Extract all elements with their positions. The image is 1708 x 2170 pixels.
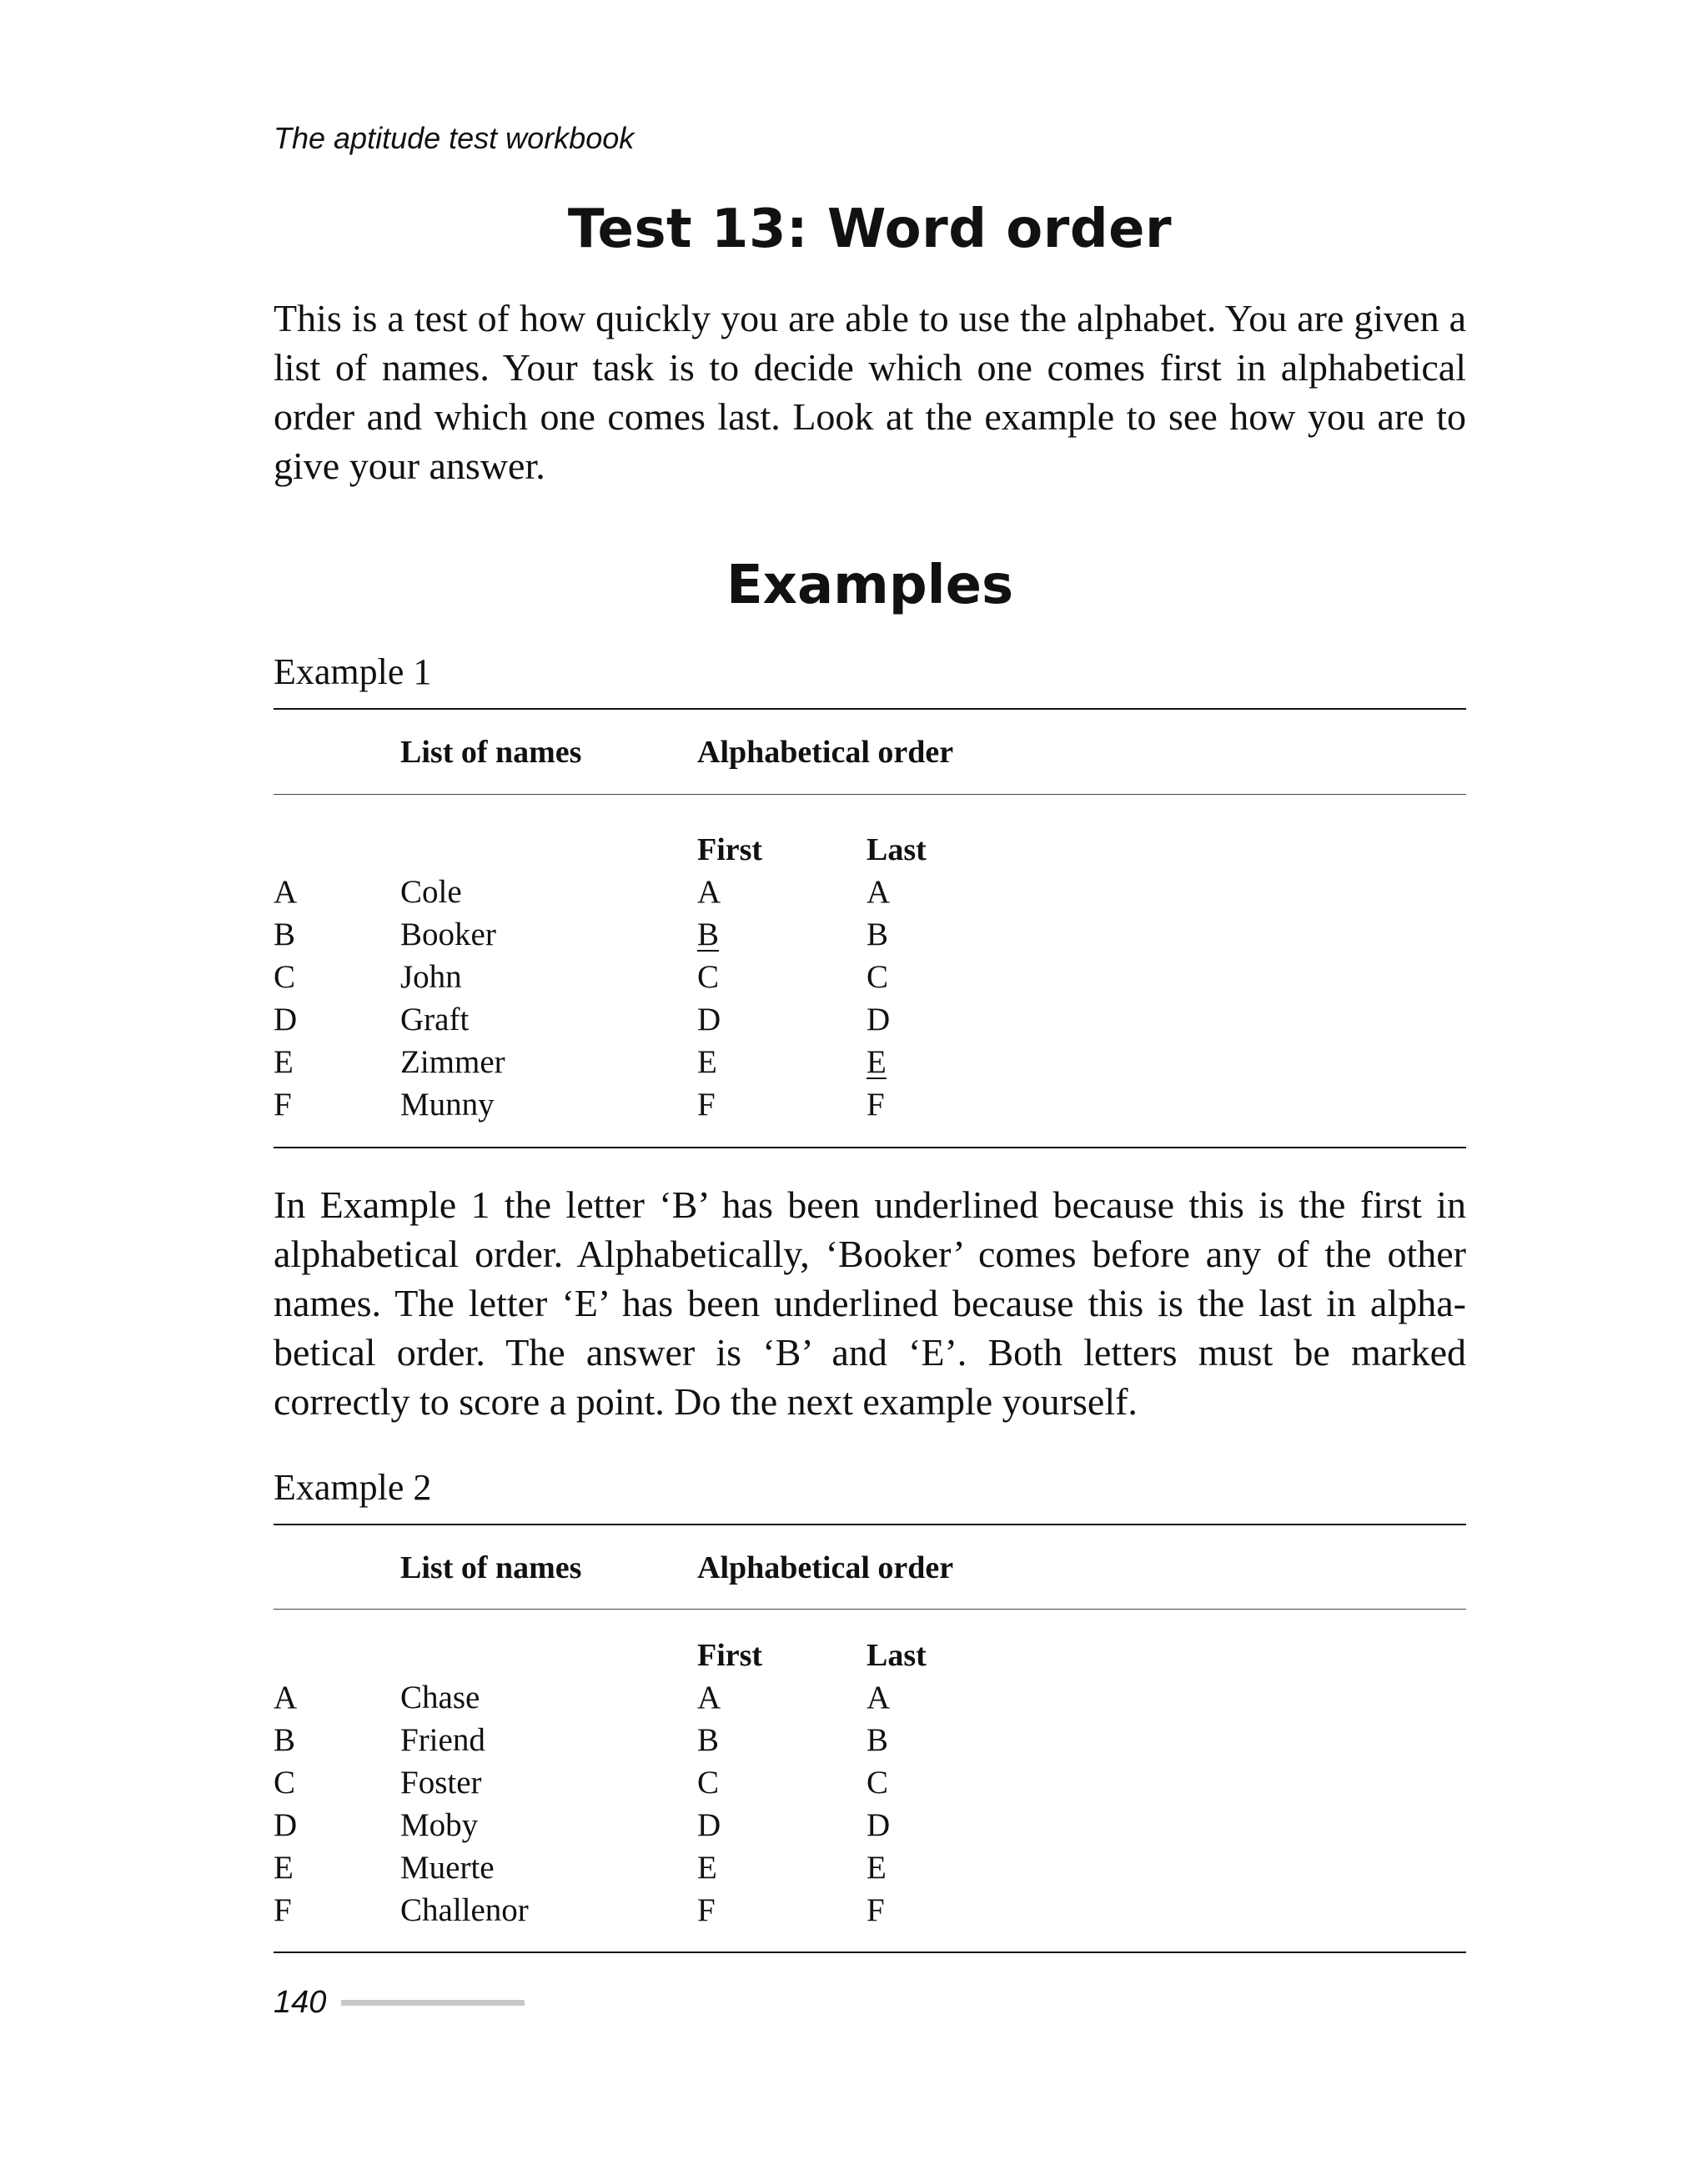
row-name: John (400, 959, 462, 995)
example-1-sub-last: Last (867, 832, 927, 867)
row-name: Moby (400, 1807, 479, 1843)
row-last-choice[interactable]: C (867, 959, 889, 995)
row-last-choice[interactable]: D (867, 1002, 891, 1037)
example-1-sub-first: First (697, 832, 763, 867)
row-letter: A (274, 1680, 298, 1715)
row-first-choice[interactable]: A (697, 874, 721, 910)
example-2-header-order: Alphabetical order (697, 1550, 954, 1585)
example-1-header-rule (274, 794, 1466, 795)
row-name: Booker (400, 917, 496, 952)
row-first-choice[interactable]: A (697, 1680, 721, 1715)
page-number: 140 (274, 1984, 327, 2020)
row-letter: D (274, 1807, 298, 1843)
row-last-choice[interactable]: E (867, 1850, 887, 1886)
example-2-header-rule (274, 1609, 1466, 1610)
row-first-choice[interactable]: B (697, 917, 720, 952)
row-letter: B (274, 1722, 296, 1758)
row-last-choice[interactable]: A (867, 874, 891, 910)
row-first-choice[interactable]: D (697, 1807, 721, 1843)
row-name: Friend (400, 1722, 485, 1758)
row-letter: D (274, 1002, 298, 1037)
page-footer (274, 1983, 525, 2022)
row-first-choice[interactable]: B (697, 1722, 720, 1758)
intro-paragraph: This is a test of how quickly you are able to use the alphabet. You are given a list of names. Your task is to decide which one comes first in alphabetical order and which one comes last. Look at the example to see how you are to give your answer. (274, 297, 1466, 487)
row-first-choice[interactable]: E (697, 1044, 717, 1080)
row-first-choice[interactable]: E (697, 1850, 717, 1886)
row-letter: F (274, 1087, 292, 1123)
examples-heading: Examples (726, 555, 1014, 616)
row-first-choice[interactable]: C (697, 1765, 720, 1801)
row-last-choice[interactable]: C (867, 1765, 889, 1801)
example-2-bottom-rule (274, 1951, 1466, 1953)
row-first-choice[interactable]: F (697, 1892, 716, 1928)
row-last-choice[interactable]: D (867, 1807, 891, 1843)
row-name: Zimmer (400, 1044, 505, 1080)
row-name: Munny (400, 1087, 495, 1123)
row-last-choice[interactable]: F (867, 1892, 885, 1928)
explanation-paragraph: In Example 1 the letter ‘B’ has been underlined because this is the first in alphabetical order. Alphabetically, ‘Booker’ comes before any of the other names. The letter ‘E’ has been underlined because this is the last in alpha-betical order. The answer is ‘B’ and ‘E’. Both letters must be marked correctly to score a point. Do the next example yourself. (274, 1183, 1466, 1423)
row-letter: B (274, 917, 296, 952)
row-name: Graft (400, 1002, 470, 1037)
row-letter: E (274, 1850, 294, 1886)
row-letter: E (274, 1044, 294, 1080)
example-1-bottom-rule (274, 1147, 1466, 1148)
example-2-sub-first: First (697, 1638, 763, 1673)
example-2-sub-last: Last (867, 1638, 927, 1673)
row-first-choice[interactable]: C (697, 959, 720, 995)
example-2-label: Example 2 (274, 1467, 432, 1508)
row-last-choice[interactable]: F (867, 1087, 885, 1123)
row-letter: F (274, 1892, 292, 1928)
row-name: Challenor (400, 1892, 529, 1928)
example-2-header-names: List of names (400, 1550, 582, 1585)
row-name: Cole (400, 874, 462, 910)
row-name: Muerte (400, 1850, 495, 1886)
example-1-header-order: Alphabetical order (697, 735, 954, 770)
row-letter: A (274, 874, 298, 910)
running-head: The aptitude test workbook (274, 121, 635, 155)
example-2-top-rule (274, 1524, 1466, 1525)
row-last-choice[interactable]: B (867, 917, 889, 952)
row-letter: C (274, 1765, 296, 1801)
row-last-choice[interactable]: E (867, 1044, 887, 1080)
footer-bar (341, 2000, 525, 2006)
row-letter: C (274, 959, 296, 995)
row-first-choice[interactable]: F (697, 1087, 716, 1123)
row-last-choice[interactable]: A (867, 1680, 891, 1715)
row-name: Foster (400, 1765, 482, 1801)
example-1-top-rule (274, 708, 1466, 710)
example-1-label: Example 1 (274, 651, 432, 692)
row-last-choice[interactable]: B (867, 1722, 889, 1758)
example-1-header-names: List of names (400, 735, 582, 770)
test-title: Test 13: Word order (567, 198, 1173, 260)
row-first-choice[interactable]: D (697, 1002, 721, 1037)
row-name: Chase (400, 1680, 480, 1715)
